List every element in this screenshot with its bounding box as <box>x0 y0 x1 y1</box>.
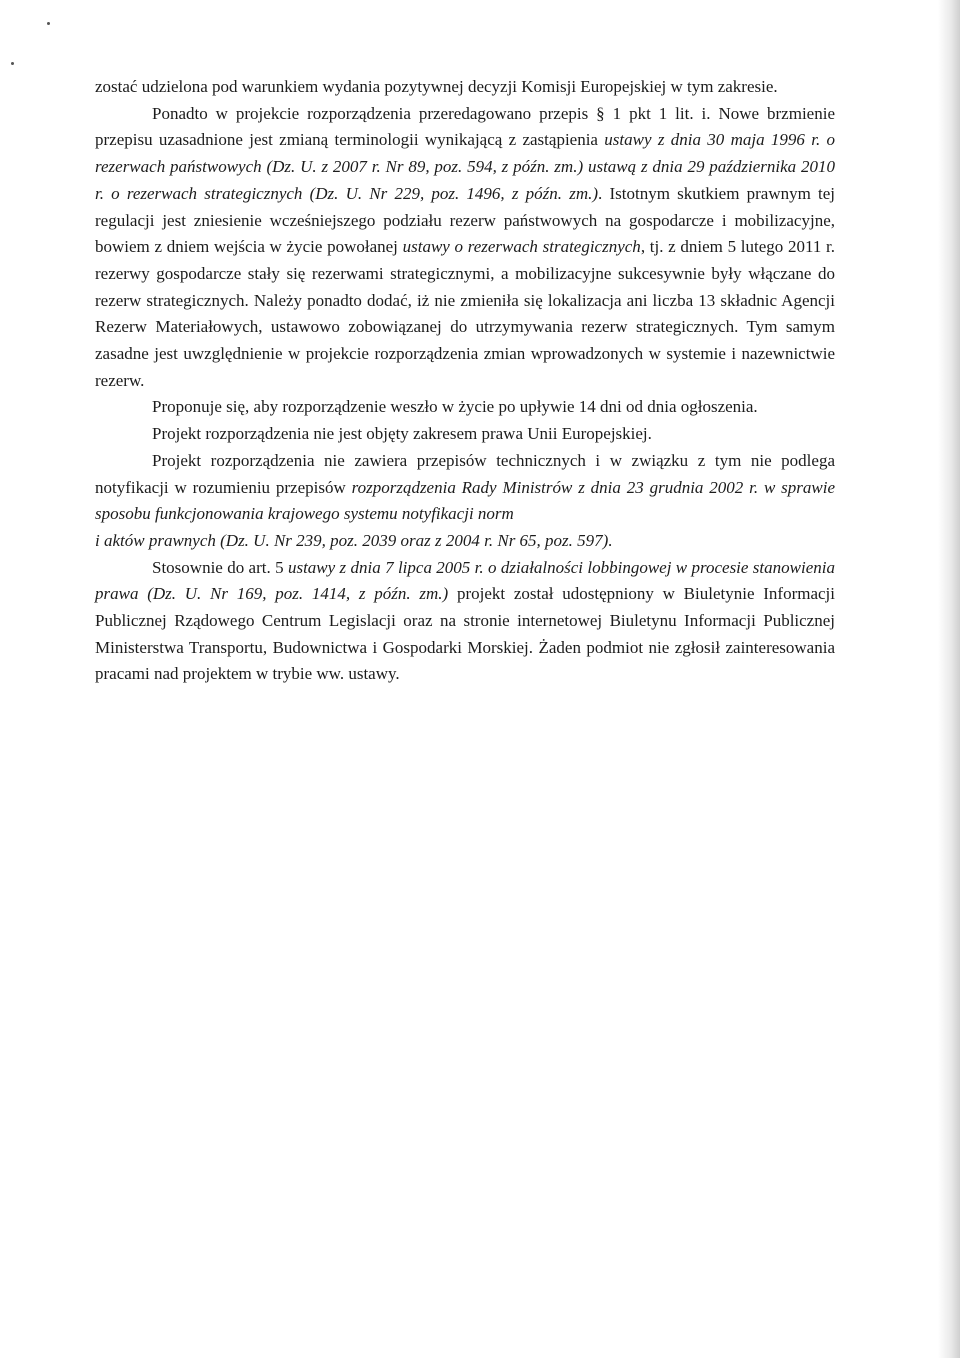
paragraph <box>95 74 835 101</box>
italic-citation: ustawy z dnia 30 maja 1996 r. o rezerwach państwowych (Dz. U. z 2007 r. Nr 89, poz. 594, z późn. zm.) <box>95 130 836 177</box>
text-run: Projekt rozporządzenia nie jest objęty zakresem prawa Unii Europejskiej. <box>152 424 652 444</box>
text-run: , tj. z dniem 5 lutego 2011 r. rezerwy gospodarcze stały się rezerwami strategicznymi, a mobilizacyjne sukcesywnie były włączane do rezerw strategicznych. Należy ponadto dodać, iż nie zmieniła się lokalizacja ani liczba 13 składnic Agencji Rezerw Materiałowych, ustawowo zobowiązanej do utrzymywania rezerw strategicznych. Tym samym zasadne jest uwzględnienie w projekcie rozporządzenia zmian wprowadzonych w systemie i nazewnictwie rezerw. <box>95 237 835 390</box>
paragraph <box>95 394 835 421</box>
text-run: . Istotnym skutkiem prawnym tej regulacji jest zniesienie wcześniejszego podziału rezerw państwowych na gospodarcze i mobilizacyjne, bowiem z dniem wejścia w życie powołanej <box>95 183 835 257</box>
scan-speck <box>11 62 14 65</box>
paragraph <box>95 448 835 528</box>
text-run: Stosownie do art. 5 <box>152 557 288 577</box>
scan-shadow-edge <box>938 0 960 1358</box>
text-run: zostać udzielona pod warunkiem wydania pozytywnej decyzji Komisji Europejskiej w tym zakresie. <box>95 77 778 96</box>
text-run: Projekt rozporządzenia nie zawiera przepisów technicznych i w związku z tym nie podlega notyfikacji w rozumieniu przepisów <box>95 450 835 497</box>
text-run: Ponadto w projekcie rozporządzenia przeredagowano przepis § 1 pkt 1 lit. i. Nowe brzmienie przepisu uzasadnione jest zmianą terminologii wynikającą z zastąpienia <box>95 103 835 150</box>
document-body <box>95 74 835 688</box>
paragraph <box>95 555 835 689</box>
text-run: projekt został udostępniony w Biuletynie Informacji Publicznej Rządowego Centrum Legislacji oraz na stronie internetowej Biuletynu Informacji Publicznej Ministerstwa Transportu, Budownictwa i Gospodarki Morskiej. Żaden podmiot nie zgłosił zainteresowania pracami nad projektem w trybie ww. ustawy. <box>95 584 835 684</box>
italic-citation: ustawą z dnia 29 października 2010 r. o rezerwach strategicznych (Dz. U. Nr 229, poz. 1496, z późn. zm.) <box>95 157 835 203</box>
paragraph <box>95 101 835 395</box>
italic-citation: ustawy z dnia 7 lipca 2005 r. o działalności lobbingowej w procesie stanowienia prawa (Dz. U. Nr 169, poz. 1414, z późn. zm.) <box>95 557 835 604</box>
scan-speck <box>47 22 50 25</box>
paragraph <box>95 421 835 448</box>
italic-citation: i aktów prawnych (Dz. U. Nr 239, poz. 2039 oraz z 2004 r. Nr 65, poz. 597). <box>95 530 613 550</box>
italic-citation: rozporządzenia Rady Ministrów z dnia 23 grudnia 2002 r. w sprawie sposobu funkcjonowania krajowego systemu notyfikacji norm <box>95 477 835 524</box>
paragraph <box>95 528 835 555</box>
text-run: Proponuje się, aby rozporządzenie weszło w życie po upływie 14 dni od dnia ogłoszenia. <box>152 397 758 417</box>
italic-citation: ustawy o rezerwach strategicznych <box>402 237 641 257</box>
